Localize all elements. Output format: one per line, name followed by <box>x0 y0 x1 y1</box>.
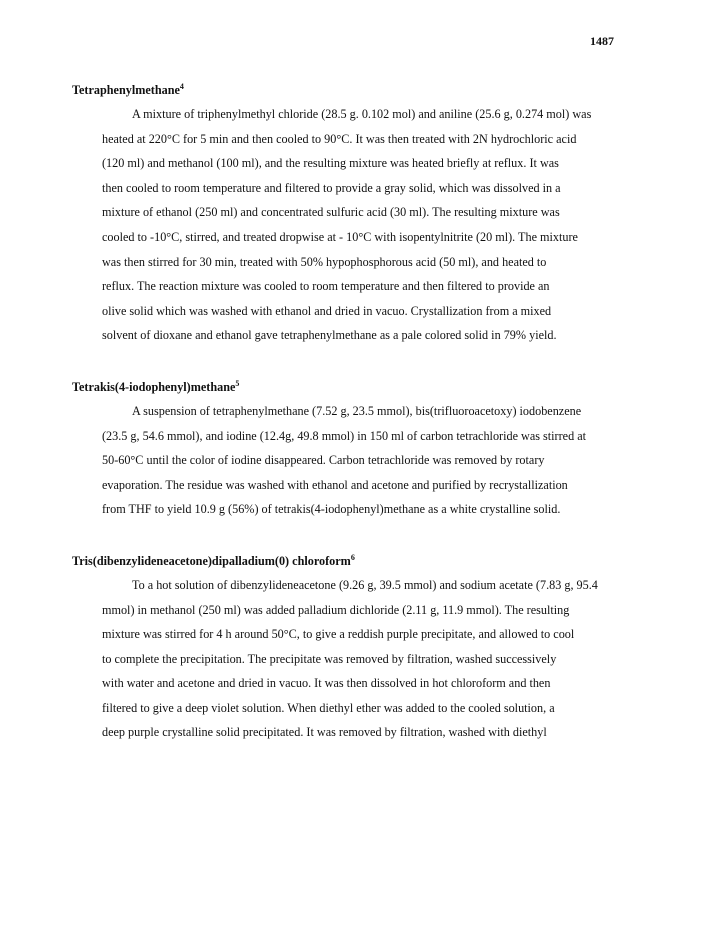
text-line: heated at 220°C for 5 min and then cooled to 90°C. It was then treated with 2N hydrochloric acid <box>102 131 577 146</box>
section-paragraph <box>72 399 647 522</box>
document-body <box>72 78 647 772</box>
text-line: mixture of ethanol (250 ml) and concentrated sulfuric acid (30 ml). The resulting mixture was <box>102 205 560 220</box>
text-line: (23.5 g, 54.6 mmol), and iodine (12.4g, 49.8 mmol) in 150 ml of carbon tetrachloride was stirred at <box>102 428 587 443</box>
text-line: 50-60°C until the color of iodine disappeared. Carbon tetrachloride was removed by rotary <box>102 453 545 468</box>
section-tetrakis-iodophenyl-methane <box>72 375 647 522</box>
reference-number: 5 <box>235 378 240 388</box>
text-line: cooled to -10°C, stirred, and treated dropwise at - 10°C with isopentylnitrite (20 ml). The mixture <box>102 229 578 244</box>
text-line: with water and acetone and dried in vacuo. It was then dissolved in hot chloroform and then <box>102 676 551 691</box>
text-line: filtered to give a deep violet solution. When diethyl ether was added to the cooled solution, a <box>102 700 555 715</box>
text-line: mmol) in methanol (250 ml) was added palladium dichloride (2.11 g, 11.9 mmol). The resulting <box>102 602 570 617</box>
text-line: olive solid which was washed with ethanol and dried in vacuo. Crystallization from a mixed <box>102 303 552 318</box>
section-tris-dba-dipalladium <box>72 549 647 745</box>
text-line: was then stirred for 30 min, treated with 50% hypophosphorous acid (50 ml), and heated to <box>102 254 547 269</box>
reference-number: 4 <box>179 82 184 91</box>
section-heading <box>72 549 647 573</box>
heading-text: Tetraphenylmethane <box>72 83 180 97</box>
text-line: A suspension of tetraphenylmethane (7.52 g, 23.5 mmol), bis(trifluoroacetoxy) iodobenzene <box>132 403 582 418</box>
heading-text: Tris(dibenzylideneacetone)dipalladium(0) chloroform <box>72 553 351 568</box>
text-line: To a hot solution of dibenzylideneacetone (9.26 g, 39.5 mmol) and sodium acetate (7.83 g, 95.4 <box>132 577 598 592</box>
section-heading <box>72 375 647 399</box>
section-paragraph <box>72 573 647 745</box>
text-line: deep purple crystalline solid precipitated. It was removed by filtration, washed with diethyl <box>102 725 547 740</box>
text-line: A mixture of triphenylmethyl chloride (28.5 g. 0.102 mol) and aniline (25.6 g, 0.274 mol) was <box>132 107 592 121</box>
text-line: solvent of dioxane and ethanol gave tetraphenylmethane as a pale colored solid in 79% yield. <box>102 328 557 343</box>
text-line: from THF to yield 10.9 g (56%) of tetrakis(4-iodophenyl)methane as a white crystalline solid. <box>102 502 561 517</box>
text-line: to complete the precipitation. The precipitate was removed by filtration, washed successively <box>102 651 557 666</box>
text-line: evaporation. The residue was washed with ethanol and acetone and purified by recrystallization <box>102 477 568 492</box>
section-paragraph <box>72 102 647 348</box>
text-line: reflux. The reaction mixture was cooled to room temperature and then filtered to provide an <box>102 279 550 294</box>
text-line: (120 ml) and methanol (100 ml), and the resulting mixture was heated briefly at reflux. It was <box>102 156 559 171</box>
section-tetraphenylmethane <box>72 78 647 348</box>
page-number: 1487 <box>590 34 614 48</box>
text-line: then cooled to room temperature and filtered to provide a gray solid, which was dissolved in a <box>102 180 561 195</box>
section-heading <box>72 78 647 102</box>
text-line: mixture was stirred for 4 h around 50°C, to give a reddish purple precipitate, and allowed to cool <box>102 627 575 642</box>
heading-text: Tetrakis(4-iodophenyl)methane <box>72 379 236 394</box>
reference-number: 6 <box>350 552 355 562</box>
